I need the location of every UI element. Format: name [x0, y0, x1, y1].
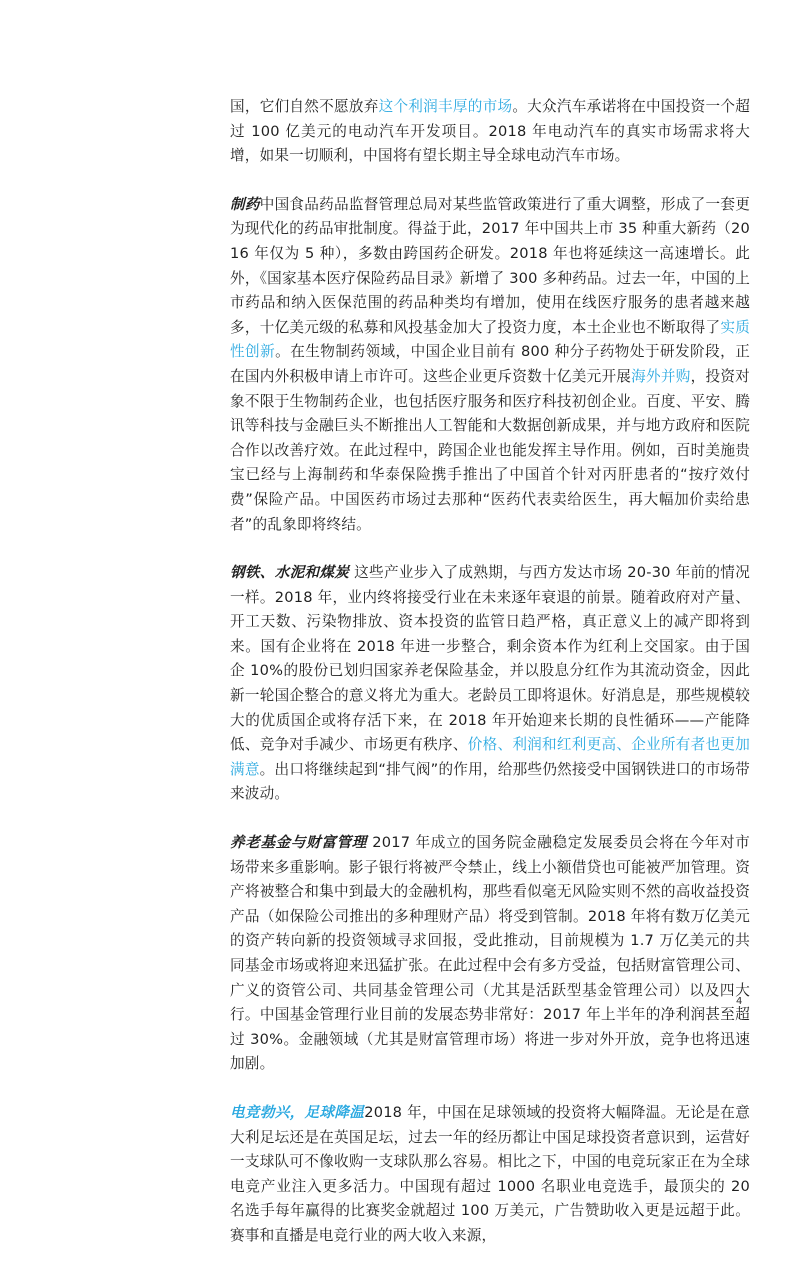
paragraph-lead-heading: 电竞勃兴，足球降温 [230, 1103, 365, 1121]
paragraph-text: 中国食品药品监督管理总局对某些监管政策进行了重大调整，形成了一套更为现代化的药品审批制度。得益于此，2017 年中国共上市 35 种重大新药（2016 年仅为 5 种），多数由跨国药企研发。2018 年也将延续这一高速增长。此外，《国家基本医疗保险药品目录》新增了 300 多种药品。过去一年，中国的上市药品和纳入医保范围的药品种类均有增加，使用在线医疗服务的患者越来越多，十亿美元级的私募和风投基金加大了投资力度，本土企业也不断取得了 [230, 195, 750, 336]
paragraph-lead-heading: 养老基金与财富管理 [230, 834, 368, 852]
paragraph-text: 。在生物制药领域，中国企业目前有 800 种分子药物处于研发阶段，正在国内外积极申请上市许可。这些企业更斥资数十亿美元开展 [230, 343, 750, 385]
paragraph-pension-wealth-management [230, 831, 750, 1077]
highlight-text: 海外并购 [631, 367, 691, 385]
paragraph-text: 这些产业步入了成熟期，与西方发达市场 20-30 年前的情况一样。2018 年，业内终将接受行业在未来逐年衰退的前景。随着政府对产量、开工天数、污染物排放、资本投资的监管日趋严格，真正意义上的减产即将到来。国有企业将在 2018 年进一步整合，剩余资本作为红利上交国家。由于国企 10%的股份已划归国家养老保险基金，并以股息分红作为其流动资金，因此新一轮国企整合的意义将尤为重大。老龄员工即将退休。好消息是，那些规模较大的优质国企或将存活下来，在 2018 年开始迎来长期的良性循环——产能降低、竞争对手减少、市场更有秩序、 [230, 564, 751, 754]
paragraph-text: 2017 年成立的国务院金融稳定发展委员会将在今年对市场带来多重影响。影子银行将被严令禁止，线上小额借贷也可能被严加管理。资产将被整合和集中到最大的金融机构，那些看似毫无风险实则不然的高收益投资产品（如保险公司推出的多种理财产品）将受到管制。2018 年将有数万亿美元的资产转向新的投资领域寻求回报，受此推动，目前规模为 1.7 万亿美元的共同基金市场或将迎来迅猛扩张。在此过程中会有多方受益，包括财富管理公司、广义的资管公司、共同基金管理公司（尤其是活跃型基金管理公司）以及四大行。中国基金管理行业目前的发展态势非常好：2017 年上半年的净利润甚至超过 30%。金融领域（尤其是财富管理市场）将进一步对外开放，竞争也将迅速加剧。 [230, 834, 750, 1073]
highlight-text: 这个利润丰厚的市场 [378, 98, 513, 115]
paragraph-lead-heading: 制药 [230, 195, 260, 213]
paragraph-lead-heading: 钢铁、水泥和煤炭 [230, 564, 350, 582]
paragraph-text: 2018 年，中国在足球领域的投资将大幅降温。无论是在意大利足坛还是在英国足坛，过去一年的经历都让中国足球投资者意识到，运营好一支球队可不像收购一支球队那么容易。相比之下，中国的电竞玩家正在为全球电竞产业注入更多活力。中国现有超过 1000 名职业电竞选手，最顶尖的 20 名选手每年赢得的比赛奖金就超过 100 万美元，广告赞助收入更是远超于此。赛事和直播是电竞行业的两大收入来源， [230, 1103, 750, 1244]
highlight-text: 价格、利润和红利更高、企业所有者也更加满意 [230, 736, 750, 778]
paragraph-pharmaceuticals [230, 193, 750, 537]
document-body [230, 95, 750, 1273]
highlight-text: 实质性创新 [230, 318, 750, 361]
paragraph-text: 。大众汽车承诺将在中国投资一个超过 100 亿美元的电动汽车开发项目。2018 年电动汽车的真实市场需求将大增，如果一切顺利，中国将有望长期主导全球电动汽车市场。 [230, 98, 750, 165]
paragraph-text: 。出口将继续起到“排气阀”的作用，给那些仍然接受中国钢铁进口的市场带来波动。 [230, 760, 750, 803]
paragraph-electric-vehicles [230, 95, 750, 169]
paragraph-esports-football [230, 1101, 750, 1249]
page-number: 4 [736, 996, 743, 1007]
paragraph-text: 国，它们自然不愿放弃 [230, 98, 379, 115]
paragraph-steel-cement-coal [230, 561, 750, 807]
paragraph-text: ，投资对象不限于生物制药企业，也包括医疗服务和医疗科技初创企业。百度、平安、腾讯等科技与金融巨头不断推出人工智能和大数据创新成果，并与地方政府和医院合作以改善疗效。在此过程中，跨国企业也能发挥主导作用。例如，百时美施贵宝已经与上海制药和华泰保险携手推出了中国首个针对丙肝患者的“按疗效付费”保险产品。中国医药市场过去那种“医药代表卖给医生，再大幅加价卖给患者”的乱象即将终结。 [230, 367, 750, 533]
